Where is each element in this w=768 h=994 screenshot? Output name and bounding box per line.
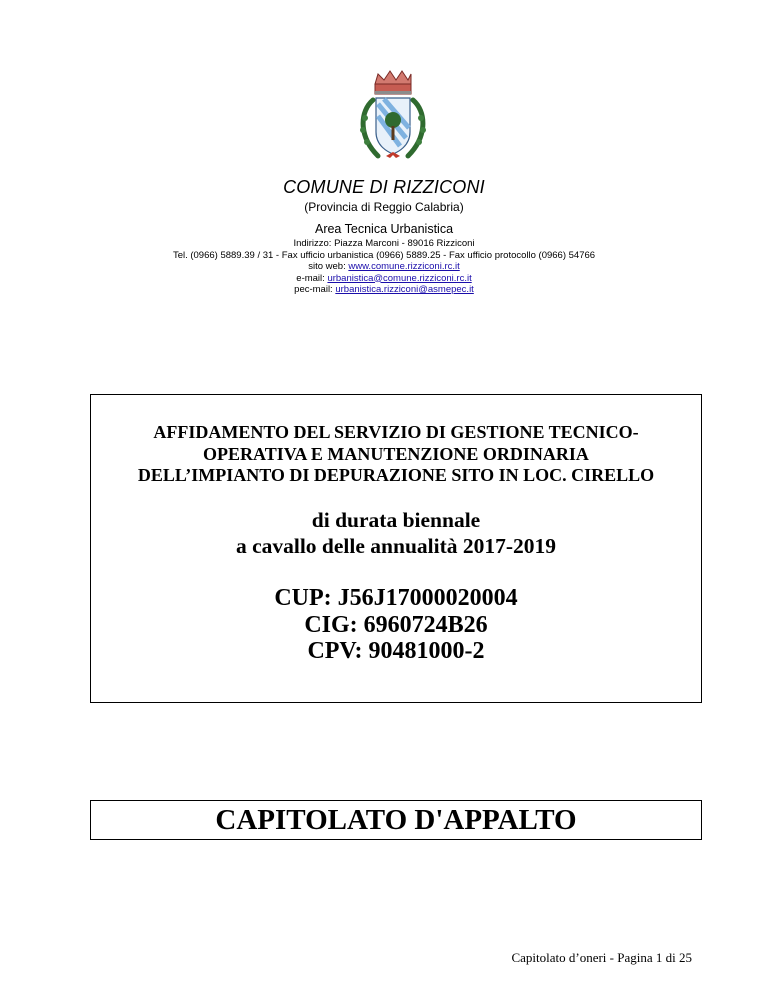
website-link[interactable]: www.comune.rizziconi.rc.it (348, 261, 460, 272)
tender-title-line: DELL’IMPIANTO DI DEPURAZIONE SITO IN LOC. CIRELLO (137, 465, 655, 485)
capitolato-heading: CAPITOLATO D'APPALTO (90, 800, 702, 840)
duration-line: a cavallo delle annualità 2017-2019 (235, 534, 557, 558)
pec-label: pec-mail: (294, 284, 336, 295)
tender-title (91, 422, 701, 487)
tender-title-line: OPERATIVA E MANUTENZIONE ORDINARIA (203, 443, 589, 464)
cup-code: CUP: J56J17000020004 (274, 585, 518, 611)
area-tecnica: Area Tecnica Urbanistica (314, 222, 454, 236)
cpv-code: CPV: 90481000-2 (307, 638, 485, 664)
website-label: sito web: (308, 261, 349, 272)
coat-of-arms-icon (348, 66, 438, 166)
tender-box (90, 394, 702, 703)
tender-codes (91, 585, 701, 665)
website-line (0, 261, 768, 273)
tender-title-line: AFFIDAMENTO DEL SERVIZIO DI GESTIONE TECNICO- (153, 422, 639, 442)
pec-line (0, 284, 768, 296)
duration-line: di durata biennale (311, 508, 481, 532)
page-footer: Capitolato d’oneri - Pagina 1 di 25 (511, 950, 692, 965)
indirizzo: Indirizzo: Piazza Marconi - 89016 Rizziconi (293, 238, 475, 249)
telefono-fax: Tel. (0966) 5889.39 / 31 - Fax ufficio urbanistica (0966) 5889.25 - Fax ufficio protocollo (0966) 54766 (172, 249, 596, 261)
email-label: e-mail: (296, 272, 328, 284)
provincia: (Provincia di Reggio Calabria) (304, 200, 464, 214)
cig-code: CIG: 6960724B26 (304, 611, 488, 638)
duration-text (91, 507, 701, 559)
email-line (0, 273, 768, 285)
email-link[interactable]: urbanistica@comune.rizziconi.rc.it (327, 272, 472, 284)
pec-link[interactable]: urbanistica.rizziconi@asmepec.it (335, 284, 474, 295)
comune-name: COMUNE DI RIZZICONI (283, 177, 485, 197)
